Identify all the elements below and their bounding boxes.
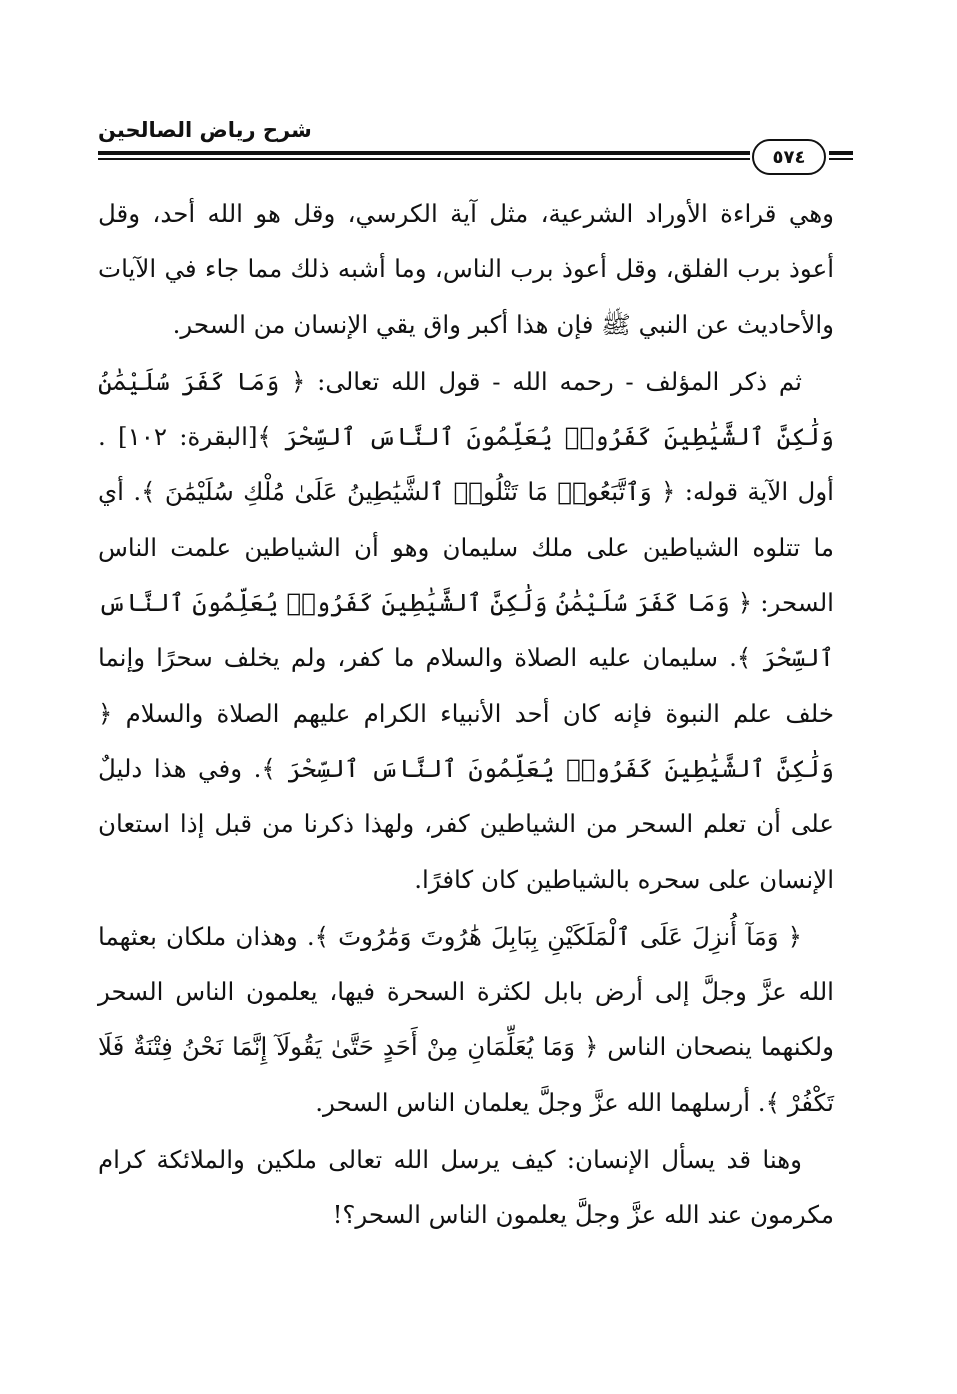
paragraph: [98, 186, 834, 352]
header-rule-thick: [98, 151, 750, 155]
quran-quote: ﴿ وَمَآ أُنزِلَ عَلَى ٱلْمَلَكَيْنِ بِبَابِلَ هَٰرُوتَ وَمَٰرُوتَ ﴾: [314, 921, 802, 951]
text-run: وهي قراءة الأوراد الشرعية، مثل آية الكرسي، وقل هو الله أحد، وقل أعوذ برب الفلق، وقل أعوذ برب الناس، وما أشبه ذلك مما جاء في الآيات والأحاديث عن النبي ﷺ فإن هذا أكبر واق يقي الإنسان من السحر.: [98, 199, 834, 339]
text-run: . وهذان ملكان بعثهما الله عزَّ وجلَّ إلى أرض بابل لكثرة السحرة فيها، يعلمون الناس السحر ولكنهما ينصحان الناس: [98, 921, 834, 1062]
text-run: ثم ذكر المؤلف - رحمه الله - قول الله تعالى:: [305, 366, 802, 396]
page-number: ٥٧٤: [752, 139, 826, 175]
paragraph: [98, 354, 834, 907]
running-title: شرح رياض الصالحين: [98, 118, 312, 142]
quran-quote: ﴿ وَمَا كَفَرَ سُلَيْمَٰنُ وَلَٰكِنَّ ٱلشَّيَٰطِينَ كَفَرُوا۟ يُعَلِّمُونَ ٱلنَّاسَ ٱلسِّحْرَ ﴾: [98, 588, 834, 673]
text-run: . أرسلهما الله عزَّ وجلَّ يعلمان الناس السحر.: [315, 1087, 766, 1117]
text-run: . وفي هذا دليلٌ على أن تعلم السحر من الشياطين كفر، ولهذا ذكرنا من قبل إذا استعان الإنسان على سحره بالشياطين كان كافرًا.: [98, 753, 834, 894]
header-rule-right-thin: [829, 158, 853, 160]
paragraph: [98, 1132, 834, 1243]
text-run: . أي ما تتلوه الشياطين على ملك سليمان وهو أن الشياطين علمت الناس السحر:: [98, 477, 834, 618]
text-run: وهنا قد يسأل الإنسان: كيف يرسل الله تعالى ملكين والملائكة كرام مكرمون عند الله عزَّ وجلَّ يعلمون الناس السحر؟!: [98, 1145, 834, 1230]
text-run: . سليمان عليه الصلاة والسلام ما كفر، ولم يخلف سحرًا وإنما خلف علم النبوة فإنه كان أحد الأنبياء الكرام عليهم الصلاة والسلام: [98, 643, 834, 728]
quran-quote: ﴿ وَلَٰكِنَّ ٱلشَّيَٰطِينَ كَفَرُوا۟ يُعَلِّمُونَ ٱلنَّاسَ ٱلسِّحْرَ ﴾: [98, 698, 834, 783]
header-rule-thin: [98, 158, 750, 160]
quran-quote: ﴿ وَمَا يُعَلِّمَانِ مِنْ أَحَدٍ حَتَّىٰ يَقُولَآ إِنَّمَا نَحْنُ فِتْنَةٌ فَلَا تَكْفُرْ ﴾: [98, 1032, 834, 1117]
text-run: [البقرة: ١٠٢] . أول الآية قوله:: [98, 422, 834, 507]
body-text: [98, 186, 834, 1245]
quran-quote: ﴿ وَٱتَّبَعُوا۟ مَا تَتْلُوا۟ ٱلشَّيَٰطِينُ عَلَىٰ مُلْكِ سُلَيْمَٰنَ ﴾: [141, 477, 676, 507]
header-rule-right-thick: [829, 151, 853, 155]
paragraph: [98, 909, 834, 1130]
quran-quote: ﴿ وَمَا كَفَرَ سُلَيْمَٰنُ وَلَٰكِنَّ ٱلشَّيَٰطِينَ كَفَرُوا۟ يُعَلِّمُونَ ٱلنَّاسَ ٱلسِّحْرَ ﴾: [98, 366, 834, 452]
